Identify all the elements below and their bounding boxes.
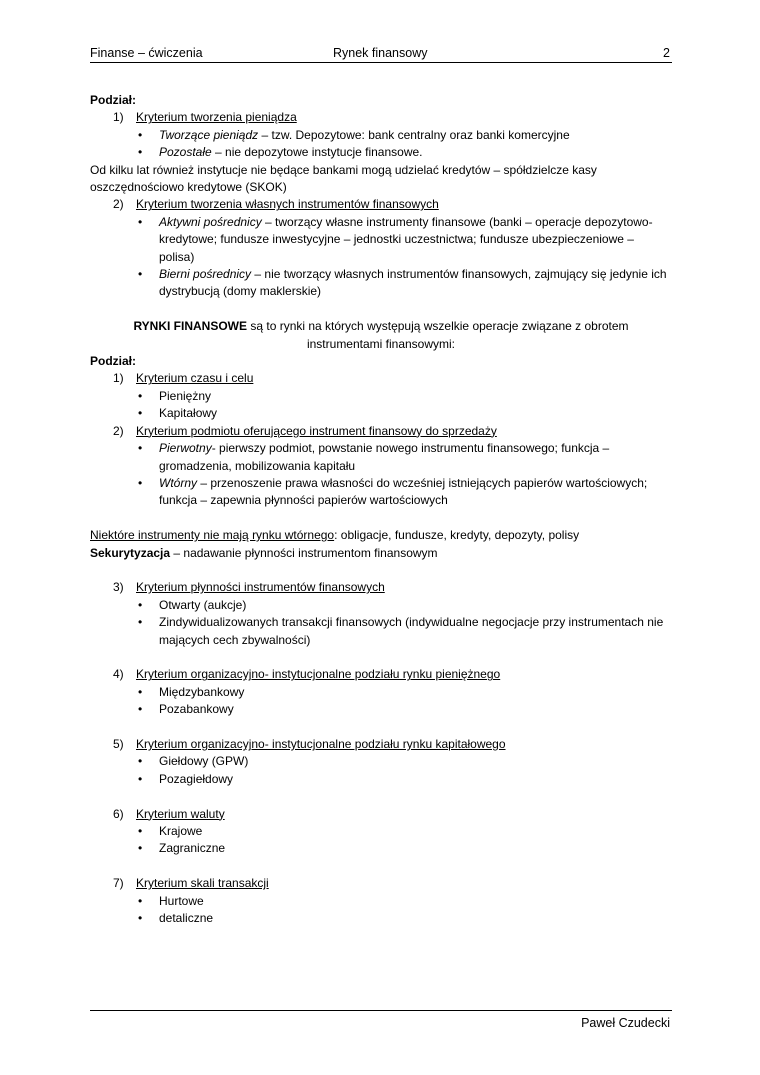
term: Wtórny — [159, 475, 198, 490]
bullet-icon: • — [138, 145, 143, 160]
term: Aktywni pośrednicy — [159, 214, 262, 229]
section-heading: Podział: — [90, 354, 137, 369]
bullet-item — [90, 440, 672, 475]
bullet-icon: • — [138, 823, 143, 838]
criterion-title: Kryterium czasu i celu — [136, 371, 254, 386]
bullet-icon: • — [138, 754, 143, 769]
statement-rest: – nadawanie płynności instrumentom finansowym — [170, 545, 438, 560]
term-description: – nie tworzący własnych instrumentów finansowych, zajmujący się jedynie ich dystrybucją (domy maklerskie) — [159, 267, 667, 299]
bullet-item — [90, 127, 672, 144]
bullet-item — [90, 405, 672, 422]
bullet-icon: • — [138, 841, 143, 856]
criterion-title: Kryterium podmiotu oferującego instrument finansowy do sprzedaży — [136, 423, 497, 438]
bullet-item — [90, 388, 672, 405]
bullet-text: Zindywidualizowanych transakcji finansowych (indywidualne negocjacje przy instrumentach nie mających cech zbywalności) — [159, 615, 664, 647]
bullet-item — [90, 771, 672, 788]
bullet-icon: • — [138, 267, 143, 282]
bullet-icon: • — [138, 684, 143, 699]
bullet-icon: • — [138, 615, 143, 630]
criterion-item — [90, 666, 672, 683]
criterion-item — [90, 806, 672, 823]
item-number: 2) — [113, 197, 124, 212]
bullet-icon: • — [138, 127, 143, 142]
criterion-title: Kryterium organizacyjno- instytucjonalne podziału rynku pieniężnego — [136, 667, 501, 682]
bullet-icon: • — [138, 406, 143, 421]
bullet-item — [90, 684, 672, 701]
item-number: 1) — [113, 371, 124, 386]
definition-text: są to rynki na których występują wszelkie operacje związane z obrotem — [247, 319, 629, 334]
section-heading: Podział: — [90, 93, 137, 107]
bullet-item — [90, 910, 672, 927]
item-number: 1) — [113, 110, 124, 125]
bullet-item — [90, 144, 672, 161]
bullet-item — [90, 753, 672, 770]
bullet-text: Giełdowy (GPW) — [159, 754, 249, 769]
term-description: – nie depozytowe instytucje finansowe. — [211, 145, 423, 160]
criterion-item — [90, 109, 672, 126]
bullet-text: Kapitałowy — [159, 406, 218, 421]
definition-term: RYNKI FINANSOWE — [133, 319, 248, 334]
item-number: 7) — [113, 876, 124, 891]
bullet-item — [90, 597, 672, 614]
item-number: 5) — [113, 736, 124, 751]
term: Tworzące pieniądz — [159, 127, 259, 142]
term-description: - pierwszy podmiot, powstanie nowego instrumentu finansowego; funkcja – gromadzenia, mobilizowania kapitału — [159, 441, 610, 473]
item-number: 6) — [113, 806, 124, 821]
term: Pierwotny — [159, 441, 212, 456]
bold-term: Sekurytyzacja — [90, 545, 171, 560]
criterion-item — [90, 196, 672, 213]
bullet-icon: • — [138, 597, 143, 612]
paragraph — [90, 545, 672, 562]
page-header — [90, 45, 672, 63]
bullet-item — [90, 893, 672, 910]
term: Bierni pośrednicy — [159, 267, 252, 282]
term: Pozostałe — [159, 145, 212, 160]
criterion-item — [90, 736, 672, 753]
item-number: 3) — [113, 580, 124, 595]
term-description: – tworzący własne instrumenty finansowe (banki – operacje depozytowo- kredytowe; fundusze inwestycyjne – jednostki uczestnictwa; fundusze ubezpieczeniowe – polisa) — [159, 214, 653, 264]
criterion-title: Kryterium płynności instrumentów finansowych — [136, 580, 385, 595]
bullet-text: Otwarty (aukcje) — [159, 597, 247, 612]
paragraph: Od kilku lat również instytucje nie będące bankami mogą udzielać kredytów – spółdzielcze kasy oszczędnościowo kredytowe (SKOK) — [90, 162, 597, 195]
underlined-statement: Niektóre instrumenty nie mają rynku wtórnego — [90, 528, 335, 543]
bullet-item — [90, 266, 672, 301]
bullet-icon: • — [138, 388, 143, 403]
bullet-item — [90, 214, 672, 266]
criterion-item — [90, 423, 672, 440]
bullet-text: Hurtowe — [159, 893, 204, 908]
criterion-item — [90, 875, 672, 892]
paragraph — [90, 527, 672, 544]
bullet-icon: • — [138, 771, 143, 786]
footer-divider — [90, 1010, 672, 1011]
criterion-item — [90, 579, 672, 596]
bullet-text: Międzybankowy — [159, 684, 245, 699]
criterion-title: Kryterium tworzenia pieniądza — [136, 110, 297, 125]
criterion-item — [90, 370, 672, 387]
term-description: – przenoszenie prawa własności do wcześniej istniejących papierów wartościowych; funkcja – zapewnia płynności papierów wartościowych — [159, 475, 648, 508]
bullet-icon: • — [138, 702, 143, 717]
statement-rest: : obligacje, fundusze, kredyty, depozyty, polisy — [334, 528, 580, 543]
bullet-item — [90, 614, 672, 649]
bullet-text: Pieniężny — [159, 388, 212, 403]
bullet-item — [90, 840, 672, 857]
criterion-title: Kryterium organizacyjno- instytucjonalne podziału rynku kapitałowego — [136, 736, 506, 751]
bullet-item — [90, 701, 672, 718]
bullet-icon: • — [138, 910, 143, 925]
bullet-icon: • — [138, 441, 143, 456]
document-body — [90, 92, 672, 927]
item-number: 4) — [113, 667, 124, 682]
bullet-text: Pozagiełdowy — [159, 771, 234, 786]
bullet-item — [90, 823, 672, 840]
footer-author: Paweł Czudecki — [581, 1016, 670, 1030]
bullet-icon: • — [138, 214, 143, 229]
bullet-text: Krajowe — [159, 823, 203, 838]
definition-paragraph — [90, 318, 672, 353]
bullet-text: Pozabankowy — [159, 702, 234, 717]
bullet-icon: • — [138, 475, 143, 490]
bullet-item — [90, 475, 672, 510]
bullet-text: Zagraniczne — [159, 841, 226, 856]
header-topic: Rynek finansowy — [333, 46, 428, 60]
definition-text-cont: instrumentami finansowymi: — [306, 336, 456, 351]
header-page-number: 2 — [663, 46, 670, 60]
bullet-text: detaliczne — [159, 910, 214, 925]
term-description: – tzw. Depozytowe: bank centralny oraz banki komercyjne — [258, 127, 570, 142]
criterion-title: Kryterium waluty — [136, 806, 225, 821]
item-number: 2) — [113, 423, 124, 438]
criterion-title: Kryterium tworzenia własnych instrumentów finansowych — [136, 197, 439, 212]
criterion-title: Kryterium skali transakcji — [136, 876, 269, 891]
bullet-icon: • — [138, 893, 143, 908]
header-course: Finanse – ćwiczenia — [90, 46, 203, 60]
